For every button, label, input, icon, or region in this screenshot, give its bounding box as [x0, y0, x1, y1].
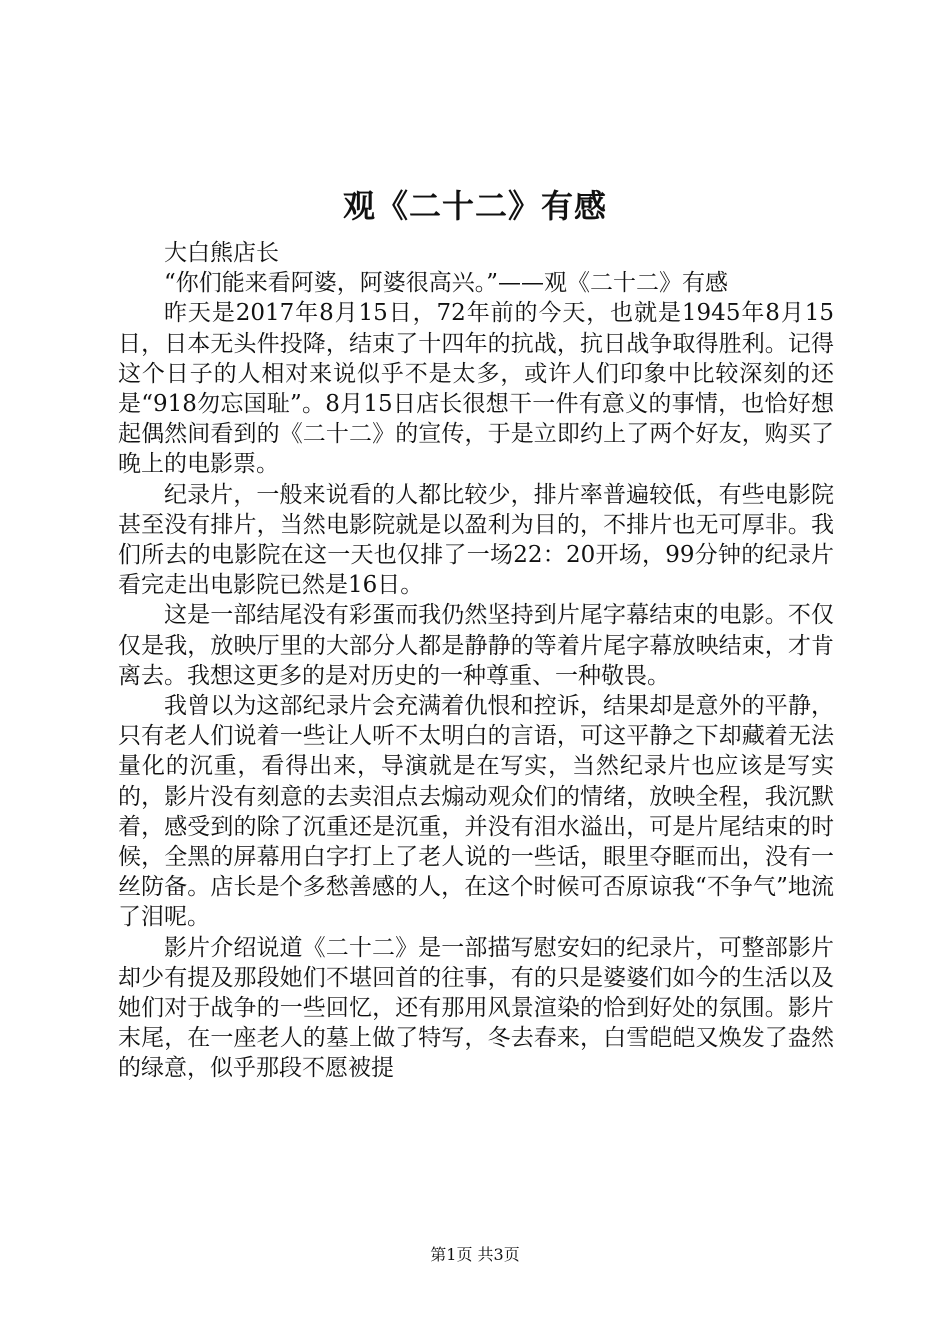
page-number-footer: 第1页 共3页 [430, 1245, 520, 1264]
paragraph: 我曾以为这部纪录片会充满着仇恨和控诉，结果却是意外的平静，只有老人们说着一些让人听不太明白的言语，可这平静之下却藏着无法量化的沉重，看得出来，导演就是在写实，当然纪录片也应该是写实的，影片没有刻意的去卖泪点去煽动观众们的情绪，放映全程，我沉默着，感受到的除了沉重还是沉重，并没有泪水溢出，可是片尾结束的时候，全黑的屏幕用白字打上了老人说的一些话，眼里夺眶而出，没有一丝防备。店长是个多愁善感的人，在这个时候可否原谅我“不争气”地流了泪呢。 [118, 693, 834, 931]
subtitle-quote: “你们能来看阿婆，阿婆很高兴。”——观《二十二》有感 [164, 270, 729, 297]
document-title: 观《二十二》有感 [342, 187, 607, 225]
paragraph: 这是一部结尾没有彩蛋而我仍然坚持到片尾字幕结束的电影。不仅仅是我，放映厅里的大部分人都是静静的等着片尾字幕放映结束，才肯离去。我想这更多的是对历史的一种尊重、一种敬畏。 [118, 602, 834, 689]
paragraph: 影片介绍说道《二十二》是一部描写慰安妇的纪录片，可整部影片却少有提及那段她们不堪回首的往事，有的只是婆婆们如今的生活以及她们对于战争的一些回忆，还有那用风景渲染的恰到好处的氛围。影片末尾，在一座老人的墓上做了特写，冬去春来，白雪皑皑又焕发了盎然的绿意，似乎那段不愿被提 [118, 934, 834, 1082]
document-body [118, 238, 834, 1084]
paragraph: 纪录片，一般来说看的人都比较少，排片率普遍较低，有些电影院甚至没有排片，当然电影院就是以盈利为目的，不排片也无可厚非。我们所去的电影院在这一天也仅排了一场22：20开场，99分钟的纪录片看完走出电影院已然是16日。 [118, 481, 834, 599]
paragraph: 昨天是2017年8月15日，72年前的今天，也就是1945年8月15日，日本无头件投降，结束了十四年的抗战，抗日战争取得胜利。记得这个日子的人相对来说似乎不是太多，或许人们印象中比较深刻的还是“918勿忘国耻”。8月15日店长很想干一件有意义的事情，也恰好想起偶然间看到的《二十二》的宣传，于是立即约上了两个好友，购买了晚上的电影票。 [118, 300, 834, 478]
author-line: 大白熊店长 [164, 240, 279, 266]
